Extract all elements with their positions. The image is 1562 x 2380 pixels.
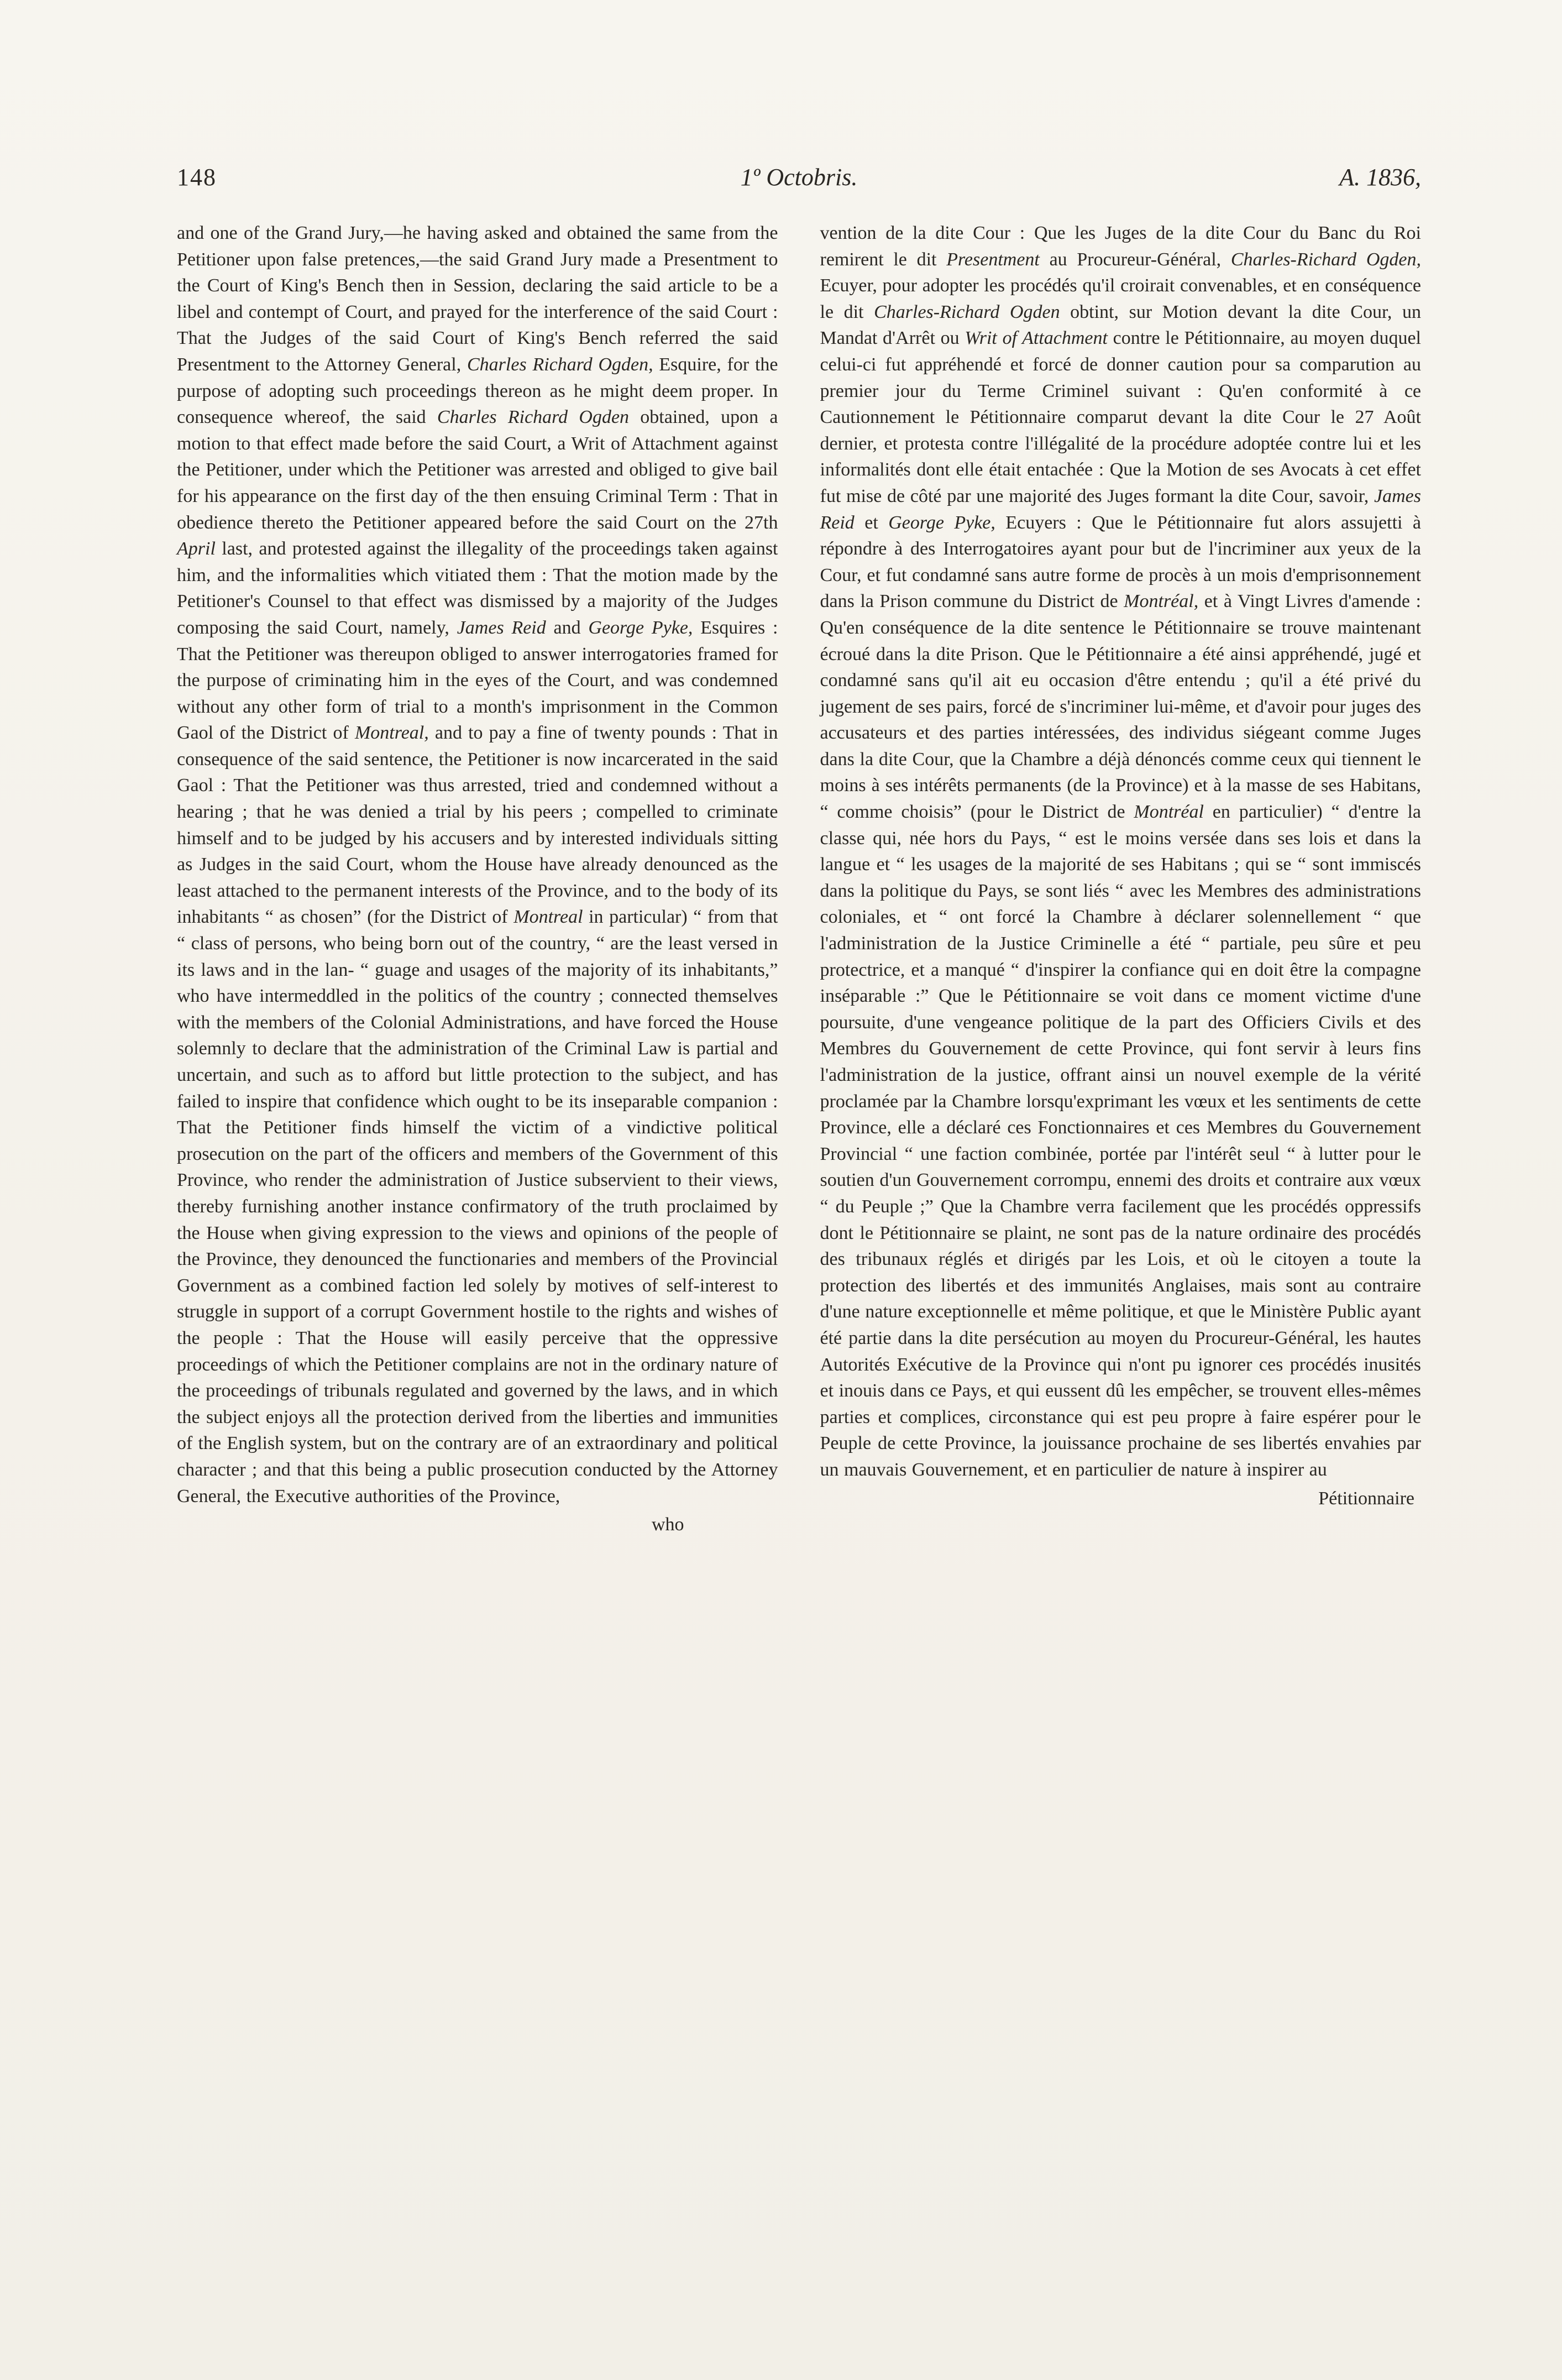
page-header <box>177 163 1421 191</box>
column-french-text: vention de la dite Cour : Que les Juges de la dite Cour du Banc du Roi remirent le dit Presentment au Procureur-Général, Charles-Richard Ogden, Ecuyer, pour adopter les procédés qu'il croirait convenables, et en conséquence le dit Charles-Richard Ogden obtint, sur Motion devant la dite Cour, un Mandat d'Arrêt ou Writ of Attachment contre le Pétitionnaire, au moyen duquel celui-ci fut appréhendé et forcé de donner caution pour sa comparution au premier jour du Terme Criminel suivant : Qu'en conformité à ce Cautionnement le Pétitionnaire comparut devant la dite Cour le 27 Août dernier, et protesta contre l'illégalité de la procédure adoptée contre lui et les informalités dont elle était entachée : Que la Motion de ses Avocats à cet effet fut mise de côté par une majorité des Juges formant la dite Cour, savoir, James Reid et George Pyke, Ecuyers : Que le Pétitionnaire fut alors assujetti à répondre à des Interrogatoires ayant pour but de l'incriminer aux yeux de la Cour, et fut condamné sans autre forme de procès à un mois d'emprisonnement dans la Prison commune du District de Montréal, et à Vingt Livres d'amende : Qu'en conséquence de la dite sentence le Pétitionnaire se trouve maintenant écroué dans la dite Prison. Que le Pétitionnaire a été ainsi appréhendé, jugé et condamné sans qu'il ait eu occasion d'être entendu ; qu'il a été privé du jugement de ses pairs, forcé de s'incriminer lui-même, et d'avoir pour juges des accusateurs et des parties intéressées, des individus siégeant comme Juges dans la dite Cour, que la Chambre a déjà dénoncés comme ceux qui tiennent le moins à ses intérêts permanents (de la Province) et à la masse de ses Habitans, “ comme choisis” (pour le District de Montréal en particulier) “ d'entre la classe qui, née hors du Pays, “ est le moins versée dans ses lois et dans la langue et “ les usages de la majorité de ses Habitans ; qui se “ sont immiscés dans la politique du Pays, se sont liés “ avec les Membres des administrations coloniales, et “ ont forcé la Chambre à déclarer solennellement “ que l'administration de la Justice Criminelle a été “ partiale, peu sûre et peu protectrice, et a manqué “ d'inspirer la confiance qui en doit être la compagne inséparable :” Que le Pétitionnaire se voit dans ce moment victime d'une poursuite, d'une vengeance politique de la part des Officiers Civils et des Membres du Gouvernement de cette Province, qui font servir à leurs fins l'administration de la justice, offrant ainsi un nouvel exemple de la vérité proclamée par la Chambre lorsqu'exprimant les vœux et les sentiments de cette Province, elle a déclaré ces Fonctionnaires et ces Membres du Gouvernement Provincial “ une faction combinée, portée par l'intérêt seul “ à lutter pour le soutien d'un Gouvernement corrompu, ennemi des droits et contraire aux vœux “ du Peuple ;” Que la Chambre verra facilement que les procédés oppressifs dont le Pétitionnaire se plaint, ne sont pas de la nature ordinaire des procédés des tribunaux réglés et dirigés par les Lois, et où le citoyen a toute la protection des libertés et des immunités Anglaises, mais sont au contraire d'une nature exceptionnelle et même politique, et que le Ministère Public ayant été partie dans la dite persécution au moyen du Procureur-Général, les hautes Autorités Exécutive de la Province qui n'ont pu ignorer ces procédés inusités et inouis dans ce Pays, et qui eussent dû les empêcher, se trouvent elles-mêmes parties et complices, circonstance qui est peu propre à faire espérer pour le Peuple de cette Province, la jouissance prochaine de ses libertés envahies par un mauvais Gouvernement, et en particulier de nature à inspirer au <box>820 223 1422 1480</box>
page-number: 148 <box>177 164 217 191</box>
catchword-english: who <box>651 1514 684 1535</box>
column-english <box>177 220 778 1538</box>
two-column-text-block <box>177 220 1421 1538</box>
header-date: 1º Octobris. <box>740 164 858 191</box>
catchword-french: Pétitionnaire <box>1318 1488 1414 1509</box>
header-year: A. 1836, <box>1339 164 1421 191</box>
column-english-text: and one of the Grand Jury,—he having asked and obtained the same from the Petitioner upon false pretences,—the said Grand Jury made a Presentment to the Court of King's Bench then in Session, declaring the said article to be a libel and contempt of Court, and prayed for the interference of the said Court : That the Judges of the said Court of King's Bench referred the said Presentment to the Attorney General, Charles Richard Ogden, Esquire, for the purpose of adopting such proceedings thereon as he might deem proper. In consequence whereof, the said Charles Richard Ogden obtained, upon a motion to that effect made before the said Court, a Writ of Attachment against the Petitioner, under which the Petitioner was arrested and obliged to give bail for his appearance on the first day of the then ensuing Criminal Term : That in obedience thereto the Petitioner appeared before the said Court on the 27th April last, and protested against the illegality of the proceedings taken against him, and the informalities which vitiated them : That the motion made by the Petitioner's Counsel to that effect was dismissed by a majority of the Judges composing the said Court, namely, James Reid and George Pyke, Esquires : That the Petitioner was thereupon obliged to answer interrogatories framed for the purpose of criminating him in the eyes of the Court, and was condemned without any other form of trial to a month's imprisonment in the Common Gaol of the District of Montreal, and to pay a fine of twenty pounds : That in consequence of the said sentence, the Petitioner is now incarcerated in the said Gaol : That the Petitioner was thus arrested, tried and condemned without a hearing ; that he was denied a trial by his peers ; compelled to criminate himself and to be judged by his accusers and by interested individuals sitting as Judges in the said Court, whom the House have already denounced as the least attached to the permanent interests of the Province, and to the body of its inhabitants “ as chosen” (for the District of Montreal in particular) “ from that “ class of persons, who being born out of the country, “ are the least versed in its laws and in the lan- “ guage and usages of the majority of its inhabitants,” who have intermeddled in the politics of the country ; connected themselves with the members of the Colonial Administrations, and have forced the House solemnly to declare that the administration of the Criminal Law is partial and uncertain, and such as to afford but little protection to the subject, and has failed to inspire that confidence which ought to be its inseparable companion : That the Petitioner finds himself the victim of a vindictive political prosecution on the part of the officers and members of the Government of this Province, who render the administration of Justice subservient to their views, thereby furnishing another instance confirmatory of the truth proclaimed by the House when giving expression to the views and opinions of the people of the Province, they denounced the functionaries and members of the Provincial Government as a combined faction led solely by motives of self-interest to struggle in support of a corrupt Government hostile to the rights and wishes of the people : That the House will easily perceive that the oppressive proceedings of which the Petitioner complains are not in the ordinary nature of the proceedings of tribunals regulated and governed by the laws, and in which the subject enjoys all the protection derived from the liberties and immunities of the English system, but on the contrary are of an extraordinary and political character ; and that this being a public prosecution conducted by the Attorney General, the Executive authorities of the Province, <box>177 223 778 1507</box>
column-french <box>820 220 1422 1538</box>
